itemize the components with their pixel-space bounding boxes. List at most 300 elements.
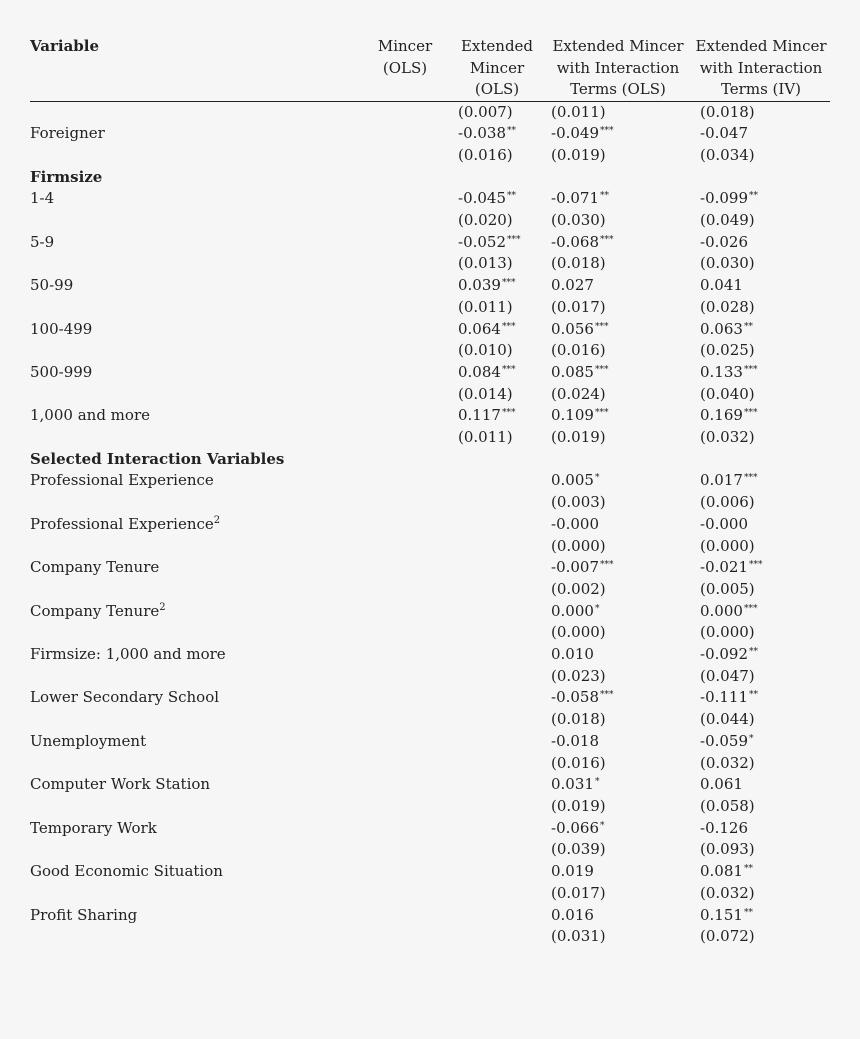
row-label-text: Lower Secondary School xyxy=(30,688,220,707)
header-line: Extended xyxy=(460,37,534,55)
row-label-text: Professional Experience xyxy=(30,471,214,490)
cell-column-1 xyxy=(360,818,450,840)
header-line: with Interaction xyxy=(556,58,680,77)
cell-column-2 xyxy=(450,297,544,319)
significance-stars: * xyxy=(749,733,754,744)
row-label xyxy=(30,753,360,775)
cell-value: (0.030) xyxy=(700,254,755,273)
cell-column-4 xyxy=(692,362,830,384)
table-row xyxy=(30,297,830,319)
header-line: Extended Mincer xyxy=(552,37,684,55)
row-label-text: 50-99 xyxy=(30,276,74,295)
row-label-text: Computer Work Station xyxy=(30,775,211,794)
cell-column-1 xyxy=(360,905,450,927)
cell-column-4 xyxy=(692,861,830,883)
cell-column-3 xyxy=(544,839,692,861)
cell-column-4 xyxy=(692,340,830,362)
cell-column-2 xyxy=(450,405,544,427)
cell-value: (0.032) xyxy=(700,428,755,447)
row-label xyxy=(30,340,360,362)
row-label xyxy=(30,319,360,341)
cell-value: (0.011) xyxy=(551,102,606,121)
cell-column-1 xyxy=(360,427,450,449)
cell-value: (0.000) xyxy=(551,536,606,555)
cell-column-4 xyxy=(692,492,830,514)
cell-value: (0.003) xyxy=(551,493,606,512)
cell-column-2 xyxy=(450,666,544,688)
cell-column-2 xyxy=(450,253,544,275)
cell-value: (0.016) xyxy=(551,341,606,360)
cell-value: 0.169*** xyxy=(700,406,758,425)
row-label xyxy=(30,123,360,145)
cell-column-4 xyxy=(692,622,830,644)
cell-column-1 xyxy=(360,796,450,818)
cell-column-1 xyxy=(360,861,450,883)
table-row xyxy=(30,905,830,927)
cell-column-1 xyxy=(360,297,450,319)
cell-column-2 xyxy=(450,101,544,123)
row-label-text: Unemployment xyxy=(30,731,147,750)
table-row xyxy=(30,384,830,406)
cell-value: 0.016 xyxy=(551,905,594,924)
table-row xyxy=(30,753,830,775)
cell-value: (0.019) xyxy=(551,428,606,447)
cell-column-2 xyxy=(450,753,544,775)
significance-stars: ** xyxy=(743,321,753,332)
row-label-text: 1,000 and more xyxy=(30,406,150,425)
table-row xyxy=(30,709,830,731)
cell-column-3 xyxy=(544,731,692,753)
table-row xyxy=(30,557,830,579)
cell-value: (0.014) xyxy=(458,384,513,403)
cell-value: 0.027 xyxy=(551,276,594,295)
cell-value: (0.072) xyxy=(700,927,755,946)
cell-column-3 xyxy=(544,622,692,644)
cell-value: 0.133*** xyxy=(700,362,758,381)
table-row xyxy=(30,926,830,948)
cell-column-2 xyxy=(450,449,544,471)
cell-value: (0.000) xyxy=(700,623,755,642)
cell-value: (0.017) xyxy=(551,297,606,316)
cell-column-4 xyxy=(692,427,830,449)
row-label-text: Company Tenure xyxy=(30,558,160,577)
cell-column-4 xyxy=(692,210,830,232)
row-label xyxy=(30,905,360,927)
table-row xyxy=(30,536,830,558)
cell-column-4 xyxy=(692,232,830,254)
cell-column-2 xyxy=(450,557,544,579)
table-row xyxy=(30,622,830,644)
significance-stars: ** xyxy=(743,864,753,875)
cell-column-3 xyxy=(544,210,692,232)
cell-column-3 xyxy=(544,319,692,341)
cell-value: -0.007*** xyxy=(551,558,614,577)
table-row xyxy=(30,405,830,427)
cell-column-3 xyxy=(544,601,692,623)
cell-column-1 xyxy=(360,883,450,905)
cell-column-2 xyxy=(450,709,544,731)
cell-column-1 xyxy=(360,253,450,275)
significance-stars: *** xyxy=(501,364,516,375)
cell-value: 0.041 xyxy=(700,276,743,295)
significance-stars: *** xyxy=(600,234,614,245)
table-row xyxy=(30,492,830,514)
table-row xyxy=(30,253,830,275)
row-label xyxy=(30,427,360,449)
cell-column-1 xyxy=(360,926,450,948)
cell-value: -0.047 xyxy=(700,124,749,143)
cell-value: (0.024) xyxy=(551,384,606,403)
table-row xyxy=(30,101,830,123)
row-label-text: Good Economic Situation xyxy=(30,862,223,881)
cell-column-3 xyxy=(544,340,692,362)
cell-value: -0.049*** xyxy=(551,124,614,143)
cell-value: 0.061 xyxy=(700,775,743,794)
cell-column-3 xyxy=(544,427,692,449)
table-row xyxy=(30,232,830,254)
cell-value: (0.018) xyxy=(551,254,606,273)
cell-column-1 xyxy=(360,232,450,254)
cell-value: 0.031* xyxy=(551,775,600,794)
cell-value: -0.058*** xyxy=(551,688,614,707)
cell-column-4 xyxy=(692,405,830,427)
cell-column-2 xyxy=(450,687,544,709)
cell-column-1 xyxy=(360,340,450,362)
cell-column-1 xyxy=(360,405,450,427)
cell-column-1 xyxy=(360,449,450,471)
cell-column-2 xyxy=(450,818,544,840)
cell-value: -0.045** xyxy=(458,189,517,208)
cell-column-1 xyxy=(360,514,450,536)
row-label xyxy=(30,492,360,514)
cell-column-2 xyxy=(450,644,544,666)
cell-column-2 xyxy=(450,470,544,492)
cell-column-4 xyxy=(692,275,830,297)
cell-value: (0.032) xyxy=(700,883,755,902)
cell-column-3 xyxy=(544,536,692,558)
cell-column-2 xyxy=(450,926,544,948)
header-column-4 xyxy=(692,36,830,101)
cell-column-1 xyxy=(360,601,450,623)
cell-value: -0.068*** xyxy=(551,232,614,251)
cell-value: 0.056*** xyxy=(551,319,609,338)
cell-column-3 xyxy=(544,253,692,275)
row-label xyxy=(30,666,360,688)
cell-column-4 xyxy=(692,818,830,840)
regression-table xyxy=(30,36,830,948)
cell-value: (0.017) xyxy=(551,883,606,902)
row-label xyxy=(30,384,360,406)
cell-value: 0.000*** xyxy=(700,601,758,620)
cell-column-4 xyxy=(692,796,830,818)
row-label xyxy=(30,232,360,254)
row-label xyxy=(30,275,360,297)
table-row xyxy=(30,514,830,536)
header-line: Extended Mincer xyxy=(695,37,827,55)
cell-column-1 xyxy=(360,644,450,666)
cell-column-4 xyxy=(692,470,830,492)
cell-column-2 xyxy=(450,883,544,905)
cell-value: -0.052*** xyxy=(458,232,521,251)
significance-stars: *** xyxy=(594,321,609,332)
cell-value: (0.032) xyxy=(700,753,755,772)
cell-column-3 xyxy=(544,687,692,709)
header-line: Variable xyxy=(30,37,100,55)
header-line: with Interaction xyxy=(699,58,823,77)
cell-value: -0.038** xyxy=(458,124,517,143)
cell-column-1 xyxy=(360,622,450,644)
cell-column-1 xyxy=(360,384,450,406)
row-label xyxy=(30,818,360,840)
cell-column-1 xyxy=(360,470,450,492)
table-row xyxy=(30,579,830,601)
cell-value: 0.084*** xyxy=(458,362,516,381)
section-heading-row xyxy=(30,449,830,471)
table-row xyxy=(30,731,830,753)
cell-column-2 xyxy=(450,514,544,536)
cell-column-1 xyxy=(360,709,450,731)
cell-column-4 xyxy=(692,926,830,948)
row-label xyxy=(30,774,360,796)
row-label xyxy=(30,101,360,123)
table-row xyxy=(30,123,830,145)
row-label xyxy=(30,557,360,579)
cell-column-4 xyxy=(692,384,830,406)
cell-column-2 xyxy=(450,492,544,514)
cell-column-4 xyxy=(692,101,830,123)
header-line: (OLS) xyxy=(474,80,520,98)
cell-column-3 xyxy=(544,405,692,427)
cell-value: (0.018) xyxy=(551,710,606,729)
cell-column-4 xyxy=(692,753,830,775)
cell-column-2 xyxy=(450,384,544,406)
table-row xyxy=(30,839,830,861)
cell-column-3 xyxy=(544,449,692,471)
row-label xyxy=(30,536,360,558)
cell-column-1 xyxy=(360,536,450,558)
cell-column-2 xyxy=(450,601,544,623)
row-label-text: Firmsize xyxy=(30,167,103,186)
cell-column-4 xyxy=(692,644,830,666)
row-label xyxy=(30,167,360,189)
significance-stars: * xyxy=(594,603,600,614)
cell-column-4 xyxy=(692,514,830,536)
cell-column-2 xyxy=(450,319,544,341)
significance-stars: *** xyxy=(501,408,516,419)
cell-value: (0.010) xyxy=(458,341,513,360)
header-line: Terms (IV) xyxy=(720,80,802,98)
cell-value: 0.017*** xyxy=(700,471,758,490)
significance-stars: *** xyxy=(743,473,758,484)
cell-value: -0.066* xyxy=(551,818,605,837)
significance-stars: * xyxy=(600,820,605,831)
row-label-text: Professional Experience xyxy=(30,514,214,533)
cell-value: (0.039) xyxy=(551,840,606,859)
table-row xyxy=(30,861,830,883)
cell-value: -0.111** xyxy=(700,688,759,707)
row-label xyxy=(30,145,360,167)
cell-column-1 xyxy=(360,687,450,709)
cell-value: 0.085*** xyxy=(551,362,609,381)
significance-stars: *** xyxy=(743,603,758,614)
cell-column-4 xyxy=(692,536,830,558)
cell-column-1 xyxy=(360,839,450,861)
cell-column-4 xyxy=(692,883,830,905)
row-label xyxy=(30,687,360,709)
table-row xyxy=(30,796,830,818)
cell-value: 0.151** xyxy=(700,905,753,924)
significance-stars: ** xyxy=(507,126,517,137)
cell-column-2 xyxy=(450,188,544,210)
header-row xyxy=(30,36,830,101)
cell-column-3 xyxy=(544,905,692,927)
cell-column-3 xyxy=(544,188,692,210)
cell-column-2 xyxy=(450,861,544,883)
cell-value: 0.064*** xyxy=(458,319,516,338)
row-label-text: Profit Sharing xyxy=(30,905,138,924)
cell-column-3 xyxy=(544,123,692,145)
cell-column-1 xyxy=(360,319,450,341)
header-column-3 xyxy=(544,36,692,101)
cell-value: 0.117*** xyxy=(458,406,516,425)
cell-value: 0.010 xyxy=(551,645,594,664)
table-row xyxy=(30,666,830,688)
row-label xyxy=(30,210,360,232)
row-label-text: Temporary Work xyxy=(30,818,157,837)
cell-value: (0.016) xyxy=(458,145,513,164)
header-line: Terms (OLS) xyxy=(570,80,666,98)
row-label-text: 1-4 xyxy=(30,189,55,208)
cell-value: (0.006) xyxy=(700,493,755,512)
significance-stars: *** xyxy=(749,560,763,571)
cell-column-4 xyxy=(692,687,830,709)
cell-value: (0.028) xyxy=(700,297,755,316)
cell-column-2 xyxy=(450,340,544,362)
row-label xyxy=(30,622,360,644)
cell-value: (0.002) xyxy=(551,579,606,598)
cell-column-1 xyxy=(360,579,450,601)
table-row xyxy=(30,644,830,666)
cell-column-1 xyxy=(360,101,450,123)
row-label-text: 500-999 xyxy=(30,362,93,381)
significance-stars: *** xyxy=(501,278,516,289)
significance-stars: ** xyxy=(600,191,610,202)
cell-column-3 xyxy=(544,145,692,167)
cell-column-2 xyxy=(450,774,544,796)
cell-column-1 xyxy=(360,753,450,775)
row-label xyxy=(30,188,360,210)
cell-column-1 xyxy=(360,210,450,232)
significance-stars: ** xyxy=(749,647,759,658)
cell-value: (0.040) xyxy=(700,384,755,403)
row-label xyxy=(30,731,360,753)
table-row xyxy=(30,210,830,232)
cell-column-3 xyxy=(544,883,692,905)
table-row xyxy=(30,362,830,384)
cell-value: -0.099** xyxy=(700,189,759,208)
significance-stars: *** xyxy=(600,690,614,701)
cell-column-4 xyxy=(692,666,830,688)
cell-column-4 xyxy=(692,774,830,796)
cell-column-3 xyxy=(544,579,692,601)
cell-value: (0.013) xyxy=(458,254,513,273)
superscript: 2 xyxy=(213,514,221,526)
header-line: Mincer xyxy=(469,58,525,77)
cell-column-4 xyxy=(692,319,830,341)
cell-column-1 xyxy=(360,774,450,796)
significance-stars: *** xyxy=(600,560,614,571)
cell-column-4 xyxy=(692,905,830,927)
cell-value: (0.034) xyxy=(700,145,755,164)
cell-column-2 xyxy=(450,579,544,601)
cell-value: (0.018) xyxy=(700,102,755,121)
header-column-2 xyxy=(450,36,544,101)
cell-column-3 xyxy=(544,557,692,579)
significance-stars: * xyxy=(594,777,600,788)
table-row xyxy=(30,818,830,840)
table-row xyxy=(30,601,830,623)
significance-stars: ** xyxy=(743,907,753,918)
cell-column-4 xyxy=(692,297,830,319)
cell-column-4 xyxy=(692,167,830,189)
cell-column-3 xyxy=(544,861,692,883)
row-label xyxy=(30,253,360,275)
cell-column-3 xyxy=(544,514,692,536)
cell-column-3 xyxy=(544,232,692,254)
cell-value: (0.023) xyxy=(551,666,606,685)
header-variable xyxy=(30,36,360,101)
cell-value: 0.019 xyxy=(551,862,594,881)
table-row xyxy=(30,774,830,796)
cell-value: -0.026 xyxy=(700,232,749,251)
cell-column-4 xyxy=(692,579,830,601)
row-label xyxy=(30,796,360,818)
cell-value: (0.007) xyxy=(458,102,513,121)
cell-value: 0.039*** xyxy=(458,276,516,295)
table-row xyxy=(30,470,830,492)
cell-column-2 xyxy=(450,167,544,189)
row-label xyxy=(30,709,360,731)
cell-value: -0.000 xyxy=(700,514,749,533)
cell-column-3 xyxy=(544,470,692,492)
cell-column-3 xyxy=(544,926,692,948)
cell-column-3 xyxy=(544,384,692,406)
significance-stars: *** xyxy=(501,321,516,332)
cell-column-2 xyxy=(450,622,544,644)
cell-column-4 xyxy=(692,601,830,623)
cell-value: -0.018 xyxy=(551,731,600,750)
cell-column-2 xyxy=(450,839,544,861)
cell-value: (0.030) xyxy=(551,211,606,230)
significance-stars: *** xyxy=(594,364,609,375)
row-label-text: Foreigner xyxy=(30,124,105,143)
cell-column-4 xyxy=(692,709,830,731)
cell-value: -0.126 xyxy=(700,818,749,837)
cell-column-3 xyxy=(544,362,692,384)
cell-column-1 xyxy=(360,731,450,753)
cell-value: (0.000) xyxy=(700,536,755,555)
cell-column-2 xyxy=(450,275,544,297)
cell-value: (0.093) xyxy=(700,840,755,859)
cell-value: 0.109*** xyxy=(551,406,609,425)
cell-column-1 xyxy=(360,492,450,514)
row-label xyxy=(30,449,360,471)
row-label xyxy=(30,514,360,536)
cell-column-2 xyxy=(450,362,544,384)
cell-value: 0.000* xyxy=(551,601,600,620)
cell-column-1 xyxy=(360,123,450,145)
table-row xyxy=(30,883,830,905)
